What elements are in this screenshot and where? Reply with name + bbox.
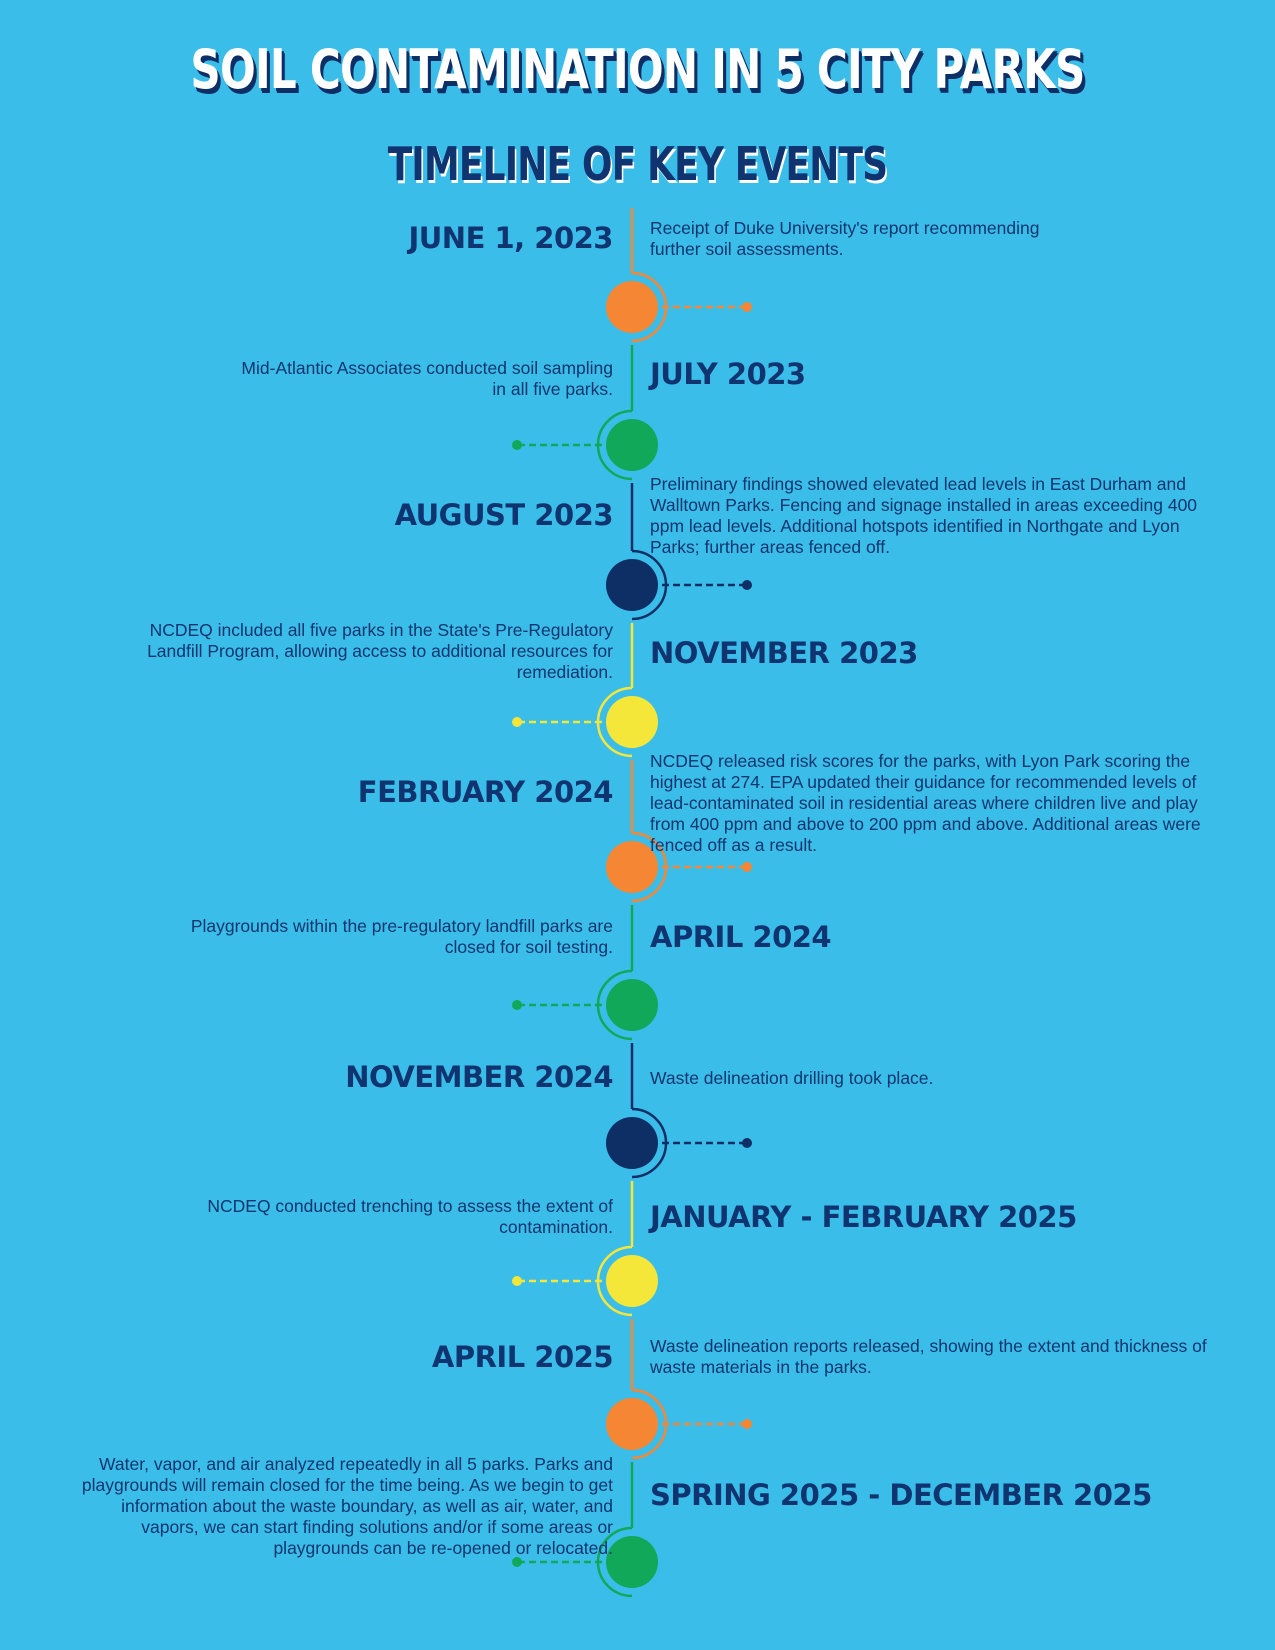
connector-end-dot	[742, 862, 752, 872]
event-date-april-2024: APRIL 2024	[650, 920, 832, 954]
event-desc-april-2025: Waste delineation reports released, showing the extent and thickness of waste materials in the parks.	[650, 1336, 1207, 1377]
event-date-august-2023: AUGUST 2023	[394, 498, 613, 532]
page-subtitle: TIMELINE OF KEY EVENTS	[387, 137, 888, 191]
timeline-node-yellow	[606, 1255, 658, 1307]
timeline-node-green	[606, 1536, 658, 1588]
connector-end-dot	[742, 580, 752, 590]
event-date-jan-feb-2025: JANUARY - FEBRUARY 2025	[650, 1200, 1077, 1234]
timeline-node-orange	[606, 281, 658, 333]
event-date-spring-dec-2025: SPRING 2025 - DECEMBER 2025	[650, 1478, 1152, 1512]
event-desc-jan-feb-2025: NCDEQ conducted trenching to assess the extent of contamination.	[207, 1196, 613, 1237]
connector-end-dot	[512, 1276, 522, 1286]
connector-end-dot	[512, 1000, 522, 1010]
page-title: SOIL CONTAMINATION IN 5 CITY PARKS	[190, 38, 1085, 101]
timeline-node-green	[606, 979, 658, 1031]
event-desc-february-2024: NCDEQ released risk scores for the parks, with Lyon Park scoring the highest at 274. EPA updated their guidance for recommended levels of lead-contaminated soil in residential areas where children live and play from 400 ppm and above to 200 ppm and above. Additional areas were fenced off as a result.	[650, 751, 1201, 855]
event-date-november-2023: NOVEMBER 2023	[650, 636, 918, 670]
event-desc-november-2024: Waste delineation drilling took place.	[650, 1068, 934, 1088]
event-date-april-2025: APRIL 2025	[431, 1340, 613, 1374]
event-desc-april-2024: Playgrounds within the pre-regulatory landfill parks are closed for soil testing.	[190, 916, 613, 957]
timeline-node-navy	[606, 559, 658, 611]
event-desc-june-2023: Receipt of Duke University's report recommending further soil assessments.	[650, 218, 1040, 259]
event-date-february-2024: FEBRUARY 2024	[357, 775, 613, 809]
timeline-node-green	[606, 419, 658, 471]
timeline-node-orange	[606, 1398, 658, 1450]
event-desc-november-2023: NCDEQ included all five parks in the State's Pre-Regulatory Landfill Program, allowing access to additional resources for remediation.	[147, 620, 613, 682]
timeline-node-navy	[606, 1117, 658, 1169]
event-date-june-2023: JUNE 1, 2023	[408, 221, 613, 255]
connector-end-dot	[742, 302, 752, 312]
connector-end-dot	[742, 1138, 752, 1148]
connector-end-dot	[512, 440, 522, 450]
event-desc-spring-dec-2025: Water, vapor, and air analyzed repeatedly in all 5 parks. Parks and playgrounds will remain closed for the time being. As we begin to get information about the waste boundary, as well as air, water, and vapors, we can start finding solutions and/or if some areas or playgrounds can be re-opened or relocated.	[81, 1454, 613, 1558]
timeline-node-yellow	[606, 696, 658, 748]
connector-end-dot	[742, 1419, 752, 1429]
event-date-november-2024: NOVEMBER 2024	[345, 1060, 613, 1094]
event-desc-august-2023: Preliminary findings showed elevated lead levels in East Durham and Walltown Parks. Fencing and signage installed in areas exceeding 400 ppm lead levels. Additional hotspots identified in Northgate and Lyon Parks; further areas fenced off.	[650, 474, 1198, 557]
event-desc-july-2023: Mid-Atlantic Associates conducted soil sampling in all five parks.	[241, 358, 613, 399]
event-date-july-2023: JULY 2023	[650, 357, 806, 391]
connector-end-dot	[512, 717, 522, 727]
